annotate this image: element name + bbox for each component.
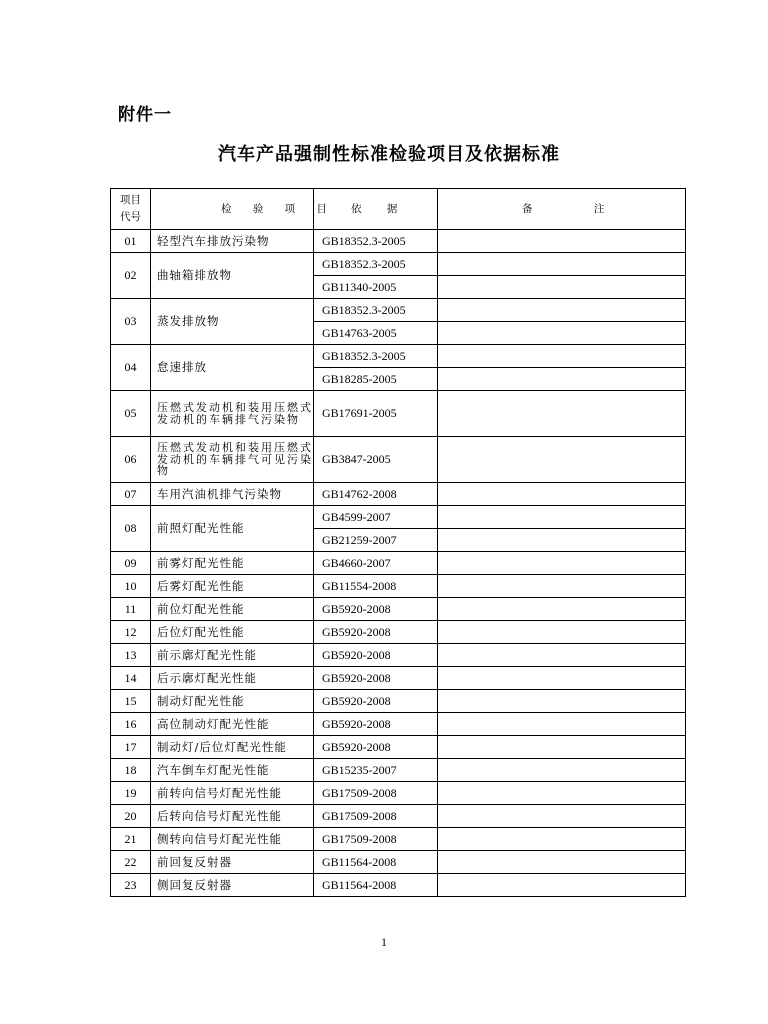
- remark-cell: [438, 391, 686, 437]
- item-name: 前照灯配光性能: [151, 506, 314, 552]
- item-code: 13: [111, 644, 151, 667]
- standard-basis: GB3847-2005: [314, 437, 438, 483]
- item-name: 前示廓灯配光性能: [151, 644, 314, 667]
- standard-basis: GB11340-2005: [314, 276, 438, 299]
- table-row: [111, 851, 686, 874]
- remark-cell: [438, 874, 686, 897]
- item-name: 侧回复反射器: [151, 874, 314, 897]
- table-row: [111, 713, 686, 736]
- table-row: [111, 736, 686, 759]
- remark-cell: [438, 736, 686, 759]
- item-code: 17: [111, 736, 151, 759]
- table-row: [111, 437, 686, 483]
- standard-basis: GB11554-2008: [314, 575, 438, 598]
- item-code: 06: [111, 437, 151, 483]
- table-row: [111, 782, 686, 805]
- table-row: [111, 690, 686, 713]
- item-code: 05: [111, 391, 151, 437]
- table-row: [111, 667, 686, 690]
- standard-basis: GB5920-2008: [314, 736, 438, 759]
- item-name: 前雾灯配光性能: [151, 552, 314, 575]
- table-header-row: [111, 189, 686, 230]
- standard-basis: GB5920-2008: [314, 713, 438, 736]
- standard-basis: GB5920-2008: [314, 644, 438, 667]
- table-row: [111, 575, 686, 598]
- standard-basis: GB14762-2008: [314, 483, 438, 506]
- standard-basis: GB17509-2008: [314, 805, 438, 828]
- item-code: 14: [111, 667, 151, 690]
- item-name: 汽车倒车灯配光性能: [151, 759, 314, 782]
- standard-basis: GB18352.3-2005: [314, 230, 438, 253]
- standards-table-body: [111, 189, 686, 897]
- standard-basis: GB5920-2008: [314, 598, 438, 621]
- item-code: 21: [111, 828, 151, 851]
- item-code: 04: [111, 345, 151, 391]
- item-code: 22: [111, 851, 151, 874]
- remark-cell: [438, 690, 686, 713]
- table-row: [111, 230, 686, 253]
- standard-basis: GB5920-2008: [314, 690, 438, 713]
- remark-cell: [438, 322, 686, 345]
- table-row: [111, 598, 686, 621]
- item-name: 后转向信号灯配光性能: [151, 805, 314, 828]
- item-code: 07: [111, 483, 151, 506]
- attachment-label: 附件一: [118, 105, 172, 125]
- item-name: 后雾灯配光性能: [151, 575, 314, 598]
- item-name: 前转向信号灯配光性能: [151, 782, 314, 805]
- remark-cell: [438, 667, 686, 690]
- table-row: [111, 391, 686, 437]
- remark-cell: [438, 713, 686, 736]
- item-name: 前回复反射器: [151, 851, 314, 874]
- item-name: 蒸发排放物: [151, 299, 314, 345]
- standard-basis: GB18352.3-2005: [314, 345, 438, 368]
- item-code: 03: [111, 299, 151, 345]
- remark-cell: [438, 759, 686, 782]
- item-name: 后示廓灯配光性能: [151, 667, 314, 690]
- standard-basis: GB18352.3-2005: [314, 253, 438, 276]
- standard-basis: GB5920-2008: [314, 667, 438, 690]
- standard-basis: GB17691-2005: [314, 391, 438, 437]
- header-code-line1: 项目: [120, 194, 141, 206]
- item-name: 制动灯/后位灯配光性能: [151, 736, 314, 759]
- standard-basis: GB18285-2005: [314, 368, 438, 391]
- item-name: 压燃式发动机和装用压燃式发动机的车辆排气污染物: [151, 391, 314, 437]
- item-code: 02: [111, 253, 151, 299]
- document-title: 汽车产品强制性标准检验项目及依据标准: [218, 144, 560, 165]
- table-row: [111, 644, 686, 667]
- remark-cell: [438, 345, 686, 368]
- table-row: [111, 805, 686, 828]
- standard-basis: GB15235-2007: [314, 759, 438, 782]
- item-code: 18: [111, 759, 151, 782]
- table-row: [111, 506, 686, 529]
- header-code: [111, 189, 151, 230]
- header-code-line2: 代号: [120, 211, 141, 223]
- item-code: 12: [111, 621, 151, 644]
- standard-basis: GB18352.3-2005: [314, 299, 438, 322]
- table-row: [111, 253, 686, 276]
- remark-cell: [438, 644, 686, 667]
- item-name: 曲轴箱排放物: [151, 253, 314, 299]
- item-name: 前位灯配光性能: [151, 598, 314, 621]
- remark-cell: [438, 253, 686, 276]
- item-code: 20: [111, 805, 151, 828]
- table-row: [111, 621, 686, 644]
- standard-basis: GB14763-2005: [314, 322, 438, 345]
- table-row: [111, 874, 686, 897]
- remark-cell: [438, 276, 686, 299]
- header-basis: 依 据: [314, 189, 438, 230]
- item-code: 16: [111, 713, 151, 736]
- item-code: 11: [111, 598, 151, 621]
- table-row: [111, 828, 686, 851]
- standard-basis: GB17509-2008: [314, 782, 438, 805]
- standard-basis: GB17509-2008: [314, 828, 438, 851]
- table-row: [111, 759, 686, 782]
- item-name: 轻型汽车排放污染物: [151, 230, 314, 253]
- item-code: 08: [111, 506, 151, 552]
- standard-basis: GB5920-2008: [314, 621, 438, 644]
- remark-cell: [438, 828, 686, 851]
- item-code: 01: [111, 230, 151, 253]
- item-name: 车用汽油机排气污染物: [151, 483, 314, 506]
- standard-basis: GB11564-2008: [314, 874, 438, 897]
- remark-cell: [438, 299, 686, 322]
- remark-cell: [438, 598, 686, 621]
- header-remark: 备 注: [438, 189, 686, 230]
- item-code: 15: [111, 690, 151, 713]
- remark-cell: [438, 483, 686, 506]
- item-name: 怠速排放: [151, 345, 314, 391]
- table-row: [111, 552, 686, 575]
- remark-cell: [438, 437, 686, 483]
- remark-cell: [438, 575, 686, 598]
- remark-cell: [438, 805, 686, 828]
- standard-basis: GB4599-2007: [314, 506, 438, 529]
- remark-cell: [438, 368, 686, 391]
- remark-cell: [438, 230, 686, 253]
- item-code: 09: [111, 552, 151, 575]
- table-row: [111, 345, 686, 368]
- remark-cell: [438, 851, 686, 874]
- standard-basis: GB21259-2007: [314, 529, 438, 552]
- remark-cell: [438, 621, 686, 644]
- item-code: 10: [111, 575, 151, 598]
- item-code: 23: [111, 874, 151, 897]
- item-name: 压燃式发动机和装用压燃式发动机的车辆排气可见污染物: [151, 437, 314, 483]
- standard-basis: GB4660-2007: [314, 552, 438, 575]
- item-name: 高位制动灯配光性能: [151, 713, 314, 736]
- item-name: 侧转向信号灯配光性能: [151, 828, 314, 851]
- table-row: [111, 299, 686, 322]
- item-name: 后位灯配光性能: [151, 621, 314, 644]
- remark-cell: [438, 782, 686, 805]
- item-name: 制动灯配光性能: [151, 690, 314, 713]
- header-item: 检 验 项 目: [151, 189, 314, 230]
- item-code: 19: [111, 782, 151, 805]
- table-row: [111, 483, 686, 506]
- standards-table: [110, 188, 686, 897]
- page-number: 1: [381, 935, 387, 949]
- standard-basis: GB11564-2008: [314, 851, 438, 874]
- remark-cell: [438, 552, 686, 575]
- remark-cell: [438, 529, 686, 552]
- remark-cell: [438, 506, 686, 529]
